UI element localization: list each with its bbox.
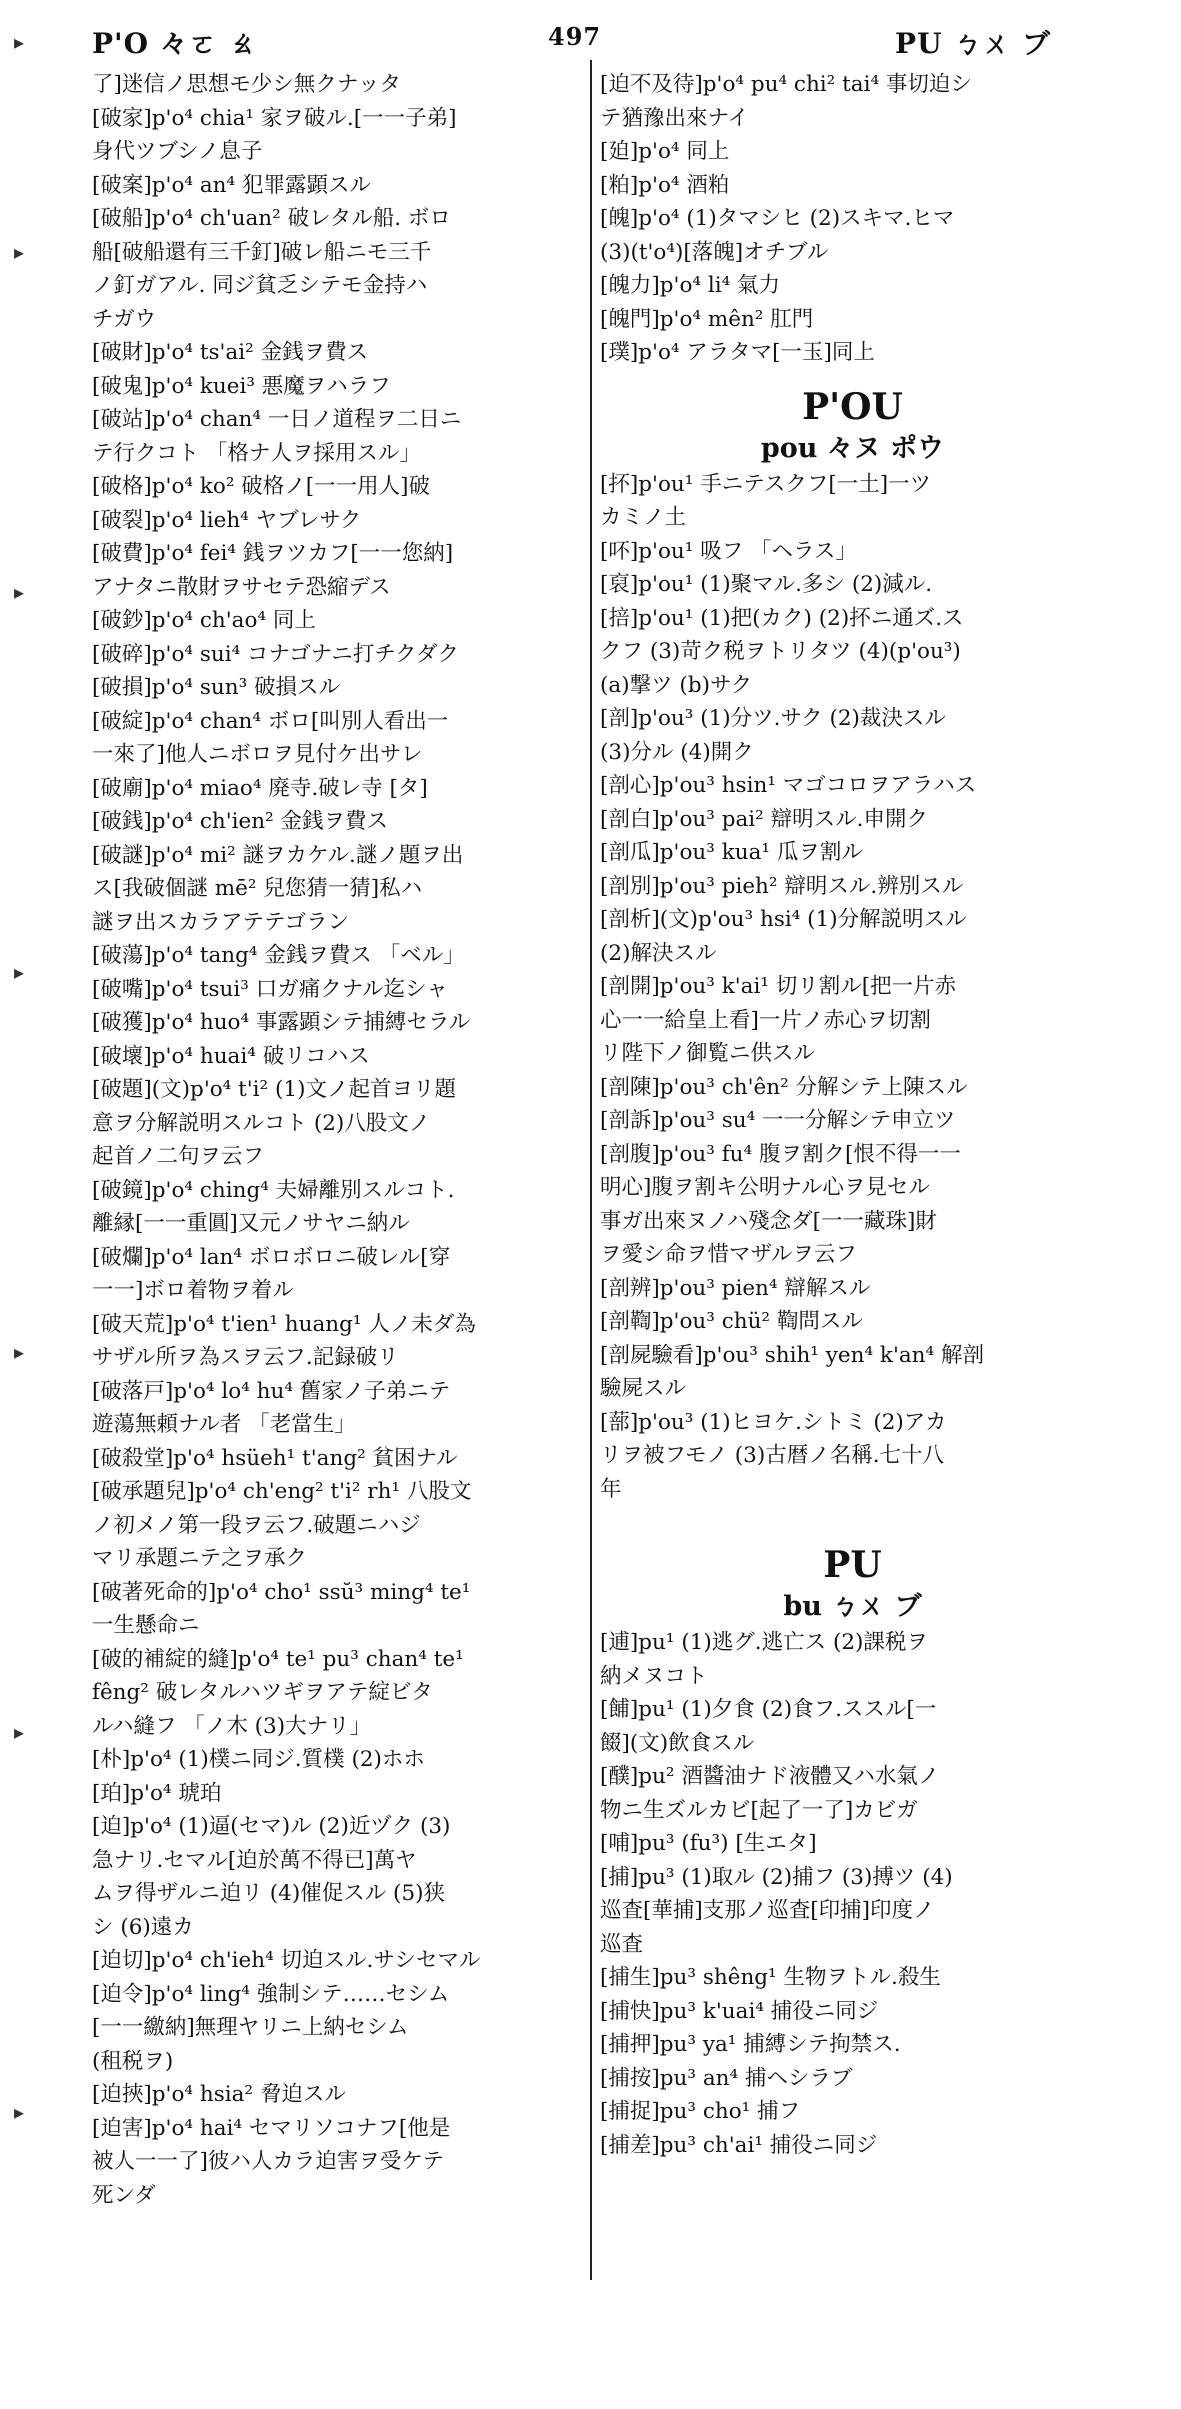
entry-line: [迫切]p'o⁴ ch'ieh⁴ 切迫スル.サシセマル — [92, 1948, 481, 1973]
entry-line: [剖瓜]p'ou³ kua¹ 瓜ヲ割ル — [600, 840, 863, 865]
entry-line: [璞]p'o⁴ アラタマ[一玉]同上 — [600, 340, 875, 365]
entry-line: 餟](文)飲食スル — [600, 1730, 755, 1756]
entry-line: アナタニ散財ヲサセテ恐縮デス — [92, 574, 391, 600]
entry-line: [破殺堂]p'o⁴ hsüeh¹ t'ang² 貧困ナル — [92, 1445, 458, 1471]
entry-line: [剖開]p'ou³ k'ai¹ 切リ割ル[把一片赤 — [600, 974, 957, 999]
entry-line: [逋]pu¹ (1)逃グ.逃亡ス (2)課税ヲ — [600, 1630, 928, 1655]
entry-line: [捕押]pu³ ya¹ 捕縛シテ拘禁ス. — [600, 2032, 901, 2057]
entry-line: [破天荒]p'o⁴ t'ien¹ huang¹ 人ノ未ダ為 — [92, 1311, 476, 1337]
entry-line: 一一]ボロ着物ヲ着ル — [92, 1278, 294, 1303]
entry-line: (3)(t'o⁴)[落魄]オチブル — [600, 239, 829, 265]
entry-line: [破鏡]p'o⁴ ching⁴ 夫婦離別スルコト. — [92, 1177, 455, 1203]
entry-line: [剖腹]p'ou³ fu⁴ 腹ヲ割ク[恨不得一一 — [600, 1141, 961, 1167]
entry-line: [迫挾]p'o⁴ hsia² 脅迫スル — [92, 2082, 346, 2107]
entry-line: [破財]p'o⁴ ts'ai² 金銭ヲ費ス — [92, 340, 369, 365]
entry-line: [餔]pu¹ (1)夕食 (2)食フ.ススル[一 — [600, 1697, 937, 1722]
entry-line: チガウ — [92, 306, 157, 332]
entry-line: [剖別]p'ou³ pieh² 辯明スル.辨別スル — [600, 873, 964, 899]
entry-line: [吥]p'ou¹ 吸フ 「ヘラス」 — [600, 538, 857, 564]
entry-line: [魄力]p'o⁴ li⁴ 氣力 — [600, 273, 781, 298]
pu-entries — [600, 1626, 1105, 2162]
entry-line: [剖白]p'ou³ pai² 辯明スル.申開ク — [600, 806, 928, 832]
entry-line: [剖]p'ou³ (1)分ツ.サク (2)裁決スル — [600, 706, 946, 731]
entry-line: [破的補綻的縫]p'o⁴ te¹ pu³ chan⁴ te¹ — [92, 1646, 464, 1672]
entry-line: [珀]p'o⁴ 琥珀 — [92, 1780, 222, 1806]
entry-line: [破鬼]p'o⁴ kuei³ 悪魔ヲハラフ — [92, 373, 391, 399]
entry-line: [破爛]p'o⁴ lan⁴ ボロボロニ破レル[穿 — [92, 1244, 451, 1270]
section-subheading-pou: pou 々ヌ ポウ — [760, 432, 945, 464]
entry-line: [破碎]p'o⁴ sui⁴ コナゴナニ打チクダク — [92, 641, 460, 667]
entry-line: ルハ縫フ 「ノ木 (3)大ナリ」 — [92, 1713, 372, 1739]
running-head-left: P'O 々ㄛ ㄠ — [92, 27, 258, 60]
section-subheading-pu: bu ㄅㄨ ブ — [783, 1591, 922, 1622]
entry-line: カミノ土 — [600, 505, 687, 530]
entry-line: [破鈔]p'o⁴ ch'ao⁴ 同上 — [92, 608, 316, 633]
entry-line: 死ンダ — [92, 2182, 156, 2208]
entry-line: [破損]p'o⁴ sun³ 破損スル — [92, 675, 341, 700]
entry-line: テ行クコト 「格ナ人ヲ採用スル」 — [92, 440, 421, 466]
entry-line: [剖辨]p'ou³ pien⁴ 辯解スル — [600, 1275, 871, 1301]
entry-line: 身代ツブシノ息子 — [92, 139, 263, 164]
entry-line: [廹]p'o⁴ 同上 — [600, 139, 730, 164]
entry-line: fêng² 破レタルハツギヲアテ綻ビタ — [92, 1680, 433, 1705]
binding-mark: ▸ — [14, 960, 25, 984]
right-column-entries — [600, 68, 1105, 370]
entry-line: [破船]p'o⁴ ch'uan² 破レタル船. ボロ — [92, 206, 451, 231]
entry-line: 巡査 — [600, 1931, 644, 1957]
entry-line: [朴]p'o⁴ (1)樸ニ同ジ.質樸 (2)ホホ — [92, 1747, 425, 1772]
pou-entries — [600, 468, 1105, 1507]
section-heading-pu: PU — [823, 1544, 882, 1586]
binding-mark: ▸ — [14, 30, 25, 54]
entry-line: [破落戸]p'o⁴ lo⁴ hu⁴ 舊家ノ子弟ニテ — [92, 1378, 451, 1404]
section-gap — [600, 1506, 1105, 1528]
entry-line: 一來了]他人ニボロヲ見付ケ出サレ — [92, 742, 423, 767]
entry-line: [剖心]p'ou³ hsin¹ マゴコロヲアラハス — [600, 773, 977, 798]
entry-line: [魄門]p'o⁴ mên² 肛門 — [600, 306, 814, 332]
entry-line: [一一繳納]無理ヤリニ上納セシム — [92, 2015, 409, 2040]
entry-line: [破獲]p'o⁴ huo⁴ 事露顕シテ捕縛セラル — [92, 1010, 471, 1035]
entry-line: [捕按]pu³ an⁴ 捕ヘシラブ — [600, 2065, 853, 2091]
entry-line: [剖屍驗看]p'ou³ shih¹ yen⁴ k'an⁴ 解剖 — [600, 1342, 984, 1368]
entry-line: リヲ被フモノ (3)古暦ノ名稱.七十八 — [600, 1443, 945, 1468]
entry-line: [破裂]p'o⁴ lieh⁴ ヤブレサク — [92, 507, 362, 533]
entry-line: [破格]p'o⁴ ko² 破格ノ[一一用人]破 — [92, 474, 431, 499]
entry-line: [破著死命的]p'o⁴ cho¹ ssŭ³ ming⁴ te¹ — [92, 1579, 471, 1605]
entry-line: 起首ノ二句ヲ云フ — [92, 1144, 265, 1169]
entry-line: (租税ヲ) — [92, 2048, 174, 2074]
entry-line: [迫不及待]p'o⁴ pu⁴ chi² tai⁴ 事切迫シ — [600, 72, 972, 97]
entry-line: [破蕩]p'o⁴ tang⁴ 金銭ヲ費ス 「ベル」 — [92, 943, 465, 968]
entry-line: 船[破船還有三千釘]破レ船ニモ三千 — [92, 239, 432, 265]
entry-line: [捕生]pu³ shêng¹ 生物ヲトル.殺生 — [600, 1965, 941, 1990]
entry-line: [剖陳]p'ou³ ch'ên² 分解シテ上陳スル — [600, 1074, 968, 1100]
entry-line: [粕]p'o⁴ 酒粕 — [600, 172, 730, 198]
right-column — [600, 68, 1105, 2162]
entry-line: [破費]p'o⁴ fei⁴ 銭ヲツカフ[一一您納] — [92, 541, 454, 566]
entry-line: 事ガ出來ヌノハ殘念ダ[一一藏珠]財 — [600, 1208, 937, 1234]
entry-line: [破壞]p'o⁴ huai⁴ 破リコハス — [92, 1043, 370, 1069]
entry-line: [迫令]p'o⁴ ling⁴ 強制シテ……セシム — [92, 1981, 450, 2007]
entry-line: [破站]p'o⁴ chan⁴ 一日ノ道程ヲ二日ニ — [92, 407, 462, 432]
running-head-right: PU ㄅㄨ ブ — [895, 27, 1051, 60]
entry-line: [裒]p'ou¹ (1)聚マル.多シ (2)減ル. — [600, 572, 933, 597]
entry-line: [捕]pu³ (1)取ル (2)捕フ (3)搏ツ (4) — [600, 1864, 953, 1890]
entry-line: ノ釘ガアル. 同ジ貧乏シテモ金持ハ — [92, 273, 428, 298]
entry-line: [哺]pu³ (fu³) [生エタ] — [600, 1831, 817, 1856]
column-divider — [590, 60, 592, 2280]
entry-line: 驗屍スル — [600, 1376, 687, 1401]
entry-line: ヲ愛シ命ヲ惜マザルヲ云フ — [600, 1242, 857, 1267]
entry-line: [破謎]p'o⁴ mi² 謎ヲカケル.謎ノ題ヲ出 — [92, 842, 464, 868]
entry-line: マリ承題ニテ之ヲ承ク — [92, 1546, 308, 1571]
entry-line: [捕差]pu³ ch'ai¹ 捕役ニ同ジ — [600, 2132, 878, 2158]
entry-line: [破廟]p'o⁴ miao⁴ 廃寺.破レ寺 [タ] — [92, 775, 428, 801]
entry-line: ムヲ得ザルニ迫リ (4)催促スル (5)狭 — [92, 1881, 446, 1906]
entry-line: (3)分ル (4)開ク — [600, 739, 754, 765]
binding-mark: ▸ — [14, 580, 25, 604]
entry-line: ス[我破個謎 mē² 兒您猜一猜]私ハ — [92, 876, 423, 901]
entry-line: テ猶豫出來ナイ — [600, 105, 749, 131]
entry-line: [迫害]p'o⁴ hai⁴ セマリソコナフ[他是 — [92, 2115, 451, 2141]
entry-line: [剖析](文)p'ou³ hsi⁴ (1)分解説明スル — [600, 907, 967, 932]
entry-line: 急ナリ.セマル[迫於萬不得已]萬ヤ — [92, 1847, 417, 1873]
entry-line: 被人一一了]彼ハ人カラ迫害ヲ受ケテ — [92, 2149, 444, 2174]
entry-line: [剖訴]p'ou³ su⁴ 一一分解シテ申立ツ — [600, 1108, 956, 1133]
entry-line: [破綻]p'o⁴ chan⁴ ボロ[叫別人看出一 — [92, 708, 449, 734]
section-heading-pou: P'OU — [802, 385, 903, 428]
entry-line: 物ニ生ズルカビ[起了一了]カビガ — [600, 1797, 918, 1823]
entry-line: クフ (3)苛ク税ヲトリタツ (4)(p'ou³) — [600, 639, 961, 664]
entry-line: ノ初メノ第一段ヲ云フ.破題ニハジ — [92, 1512, 421, 1538]
entry-line: 年 — [600, 1476, 622, 1502]
entry-line: 巡査[華捕]支那ノ巡査[印捕]印度ノ — [600, 1898, 935, 1923]
entry-line: サザル所ヲ為スヲ云フ.記録破リ — [92, 1345, 399, 1370]
entry-line: [迫]p'o⁴ (1)逼(セマ)ル (2)近ヅク (3) — [92, 1814, 451, 1839]
page-number: 497 — [548, 22, 602, 51]
binding-mark: ▸ — [14, 1340, 25, 1364]
entry-line: [抔]p'ou¹ 手ニテスクフ[一土]一ツ — [600, 471, 932, 497]
entry-line: [捕快]pu³ k'uai⁴ 捕役ニ同ジ — [600, 1998, 879, 2024]
entry-line: [捕捉]pu³ cho¹ 捕フ — [600, 2099, 801, 2124]
entry-line: 謎ヲ出スカラアテテゴラン — [92, 909, 350, 935]
entry-line: 納メヌコト — [600, 1663, 708, 1689]
entry-line: [破嘴]p'o⁴ tsui³ 口ガ痛クナル迄シャ — [92, 976, 448, 1002]
entry-line: [破家]p'o⁴ chia¹ 家ヲ破ル.[一一子弟] — [92, 105, 457, 131]
entry-line: シ (6)遠カ — [92, 1914, 194, 1940]
entry-line: [破案]p'o⁴ an⁴ 犯罪露顕スル — [92, 172, 371, 198]
entry-line: 了]迷信ノ思想モ少シ無クナッタ — [92, 72, 401, 97]
entry-line: [破承題兒]p'o⁴ ch'eng² t'i² rh¹ 八股文 — [92, 1479, 472, 1504]
entry-line: [掊]p'ou¹ (1)把(カク) (2)抔ニ通ズ.ス — [600, 605, 964, 631]
entry-line: 心一一給皇上看]一片ノ赤心ヲ切割 — [600, 1007, 931, 1033]
entry-line: (a)撃ツ (b)サク — [600, 672, 753, 698]
entry-line: 明心]腹ヲ割キ公明ナル心ヲ見セル — [600, 1175, 930, 1200]
entry-line: 遊蕩無頼ナル者 「老當生」 — [92, 1412, 356, 1437]
entry-line: 一生懸命ニ — [92, 1613, 200, 1638]
binding-mark: ▸ — [14, 240, 25, 264]
entry-line: 意ヲ分解説明スルコト (2)八股文ノ — [92, 1110, 431, 1136]
entry-line: [破題](文)p'o⁴ t'i² (1)文ノ起首ヨリ題 — [92, 1077, 456, 1102]
entry-line: [剖鞫]p'ou³ chü² 鞫問スル — [600, 1309, 863, 1334]
binding-mark: ▸ — [14, 2100, 25, 2124]
entry-line: リ陛下ノ御覧ニ供スル — [600, 1041, 816, 1066]
left-column — [92, 68, 582, 2212]
entry-line: 離縁[一一重圓]又元ノサヤニ納ル — [92, 1211, 410, 1236]
entry-line: [蔀]p'ou³ (1)ヒヨケ.シトミ (2)アカ — [600, 1409, 947, 1435]
entry-line: [醭]pu² 酒醬油ナド液體又ハ水氣ノ — [600, 1764, 940, 1789]
entry-line: (2)解決スル — [600, 940, 717, 966]
binding-mark: ▸ — [14, 1720, 25, 1744]
entry-line: [魄]p'o⁴ (1)タマシヒ (2)スキマ.ヒマ — [600, 206, 955, 231]
entry-line: [破銭]p'o⁴ ch'ien² 金銭ヲ費ス — [92, 809, 389, 834]
